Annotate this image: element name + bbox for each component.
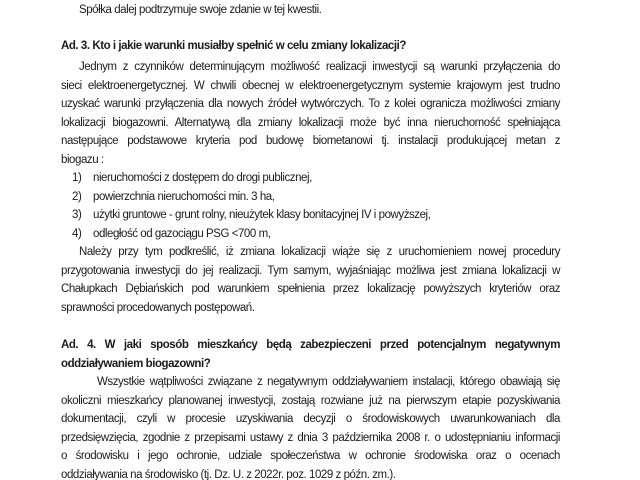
section-heading-ad3: Ad. 3. Kto i jakie warunki musiałby spełnić w celu zmiany lokalizacji?: [61, 39, 406, 52]
paragraph-line: Wszystkie wątpliwości związane z negatywnym oddziaływaniem instalacji, którego obawiają się: [97, 376, 560, 388]
paragraph-line: Jednym z czynników determinującym możliwość realizacji inwestycji są warunki przyłączenia do: [79, 61, 560, 73]
heading-line: Ad. 4. W jaki sposób mieszkańcy będą zabezpieczeni przed potencjalnym negatywnym: [61, 339, 560, 351]
paragraph-line: przedsięwzięcia, zgodnie z przepisami ustawy z dnia 3 października 2008 r. o udostępnianiu informacji: [61, 431, 560, 444]
list-item-number: 1): [72, 172, 82, 184]
list-item-text: odległość od gazociągu PSG <700 m,: [93, 227, 271, 240]
paragraph-line: następujące podstawowe kryteria pod budowę biometanowi tj. instalacji produkującej metan z: [61, 135, 560, 147]
paragraph-line: przygotowania inwestycji do jej realizacji. Tym samym, wyjaśniając możliwa jest zmiana lokalizacji w: [61, 264, 560, 277]
paragraph-line: Należy przy tym podkreślić, iż zmiana lokalizacji wiąże się z uruchomieniem nowej procedury: [79, 246, 560, 258]
paragraph-line: sieci elektroenergetycznej. W chwili obecnej w elektroenergetycznym systemie krajowym jest trudno: [61, 79, 560, 92]
list-item: [61, 225, 560, 244]
list-item-number: 4): [72, 227, 82, 240]
heading-line: oddziaływaniem biogazowni?: [61, 357, 211, 370]
criteria-numbered-list: [61, 169, 560, 243]
paragraph-ad3-conditions: [61, 58, 560, 169]
paragraph-ad3-conclusion: [61, 243, 560, 317]
paragraph-line: sprawności procedowanych postępowań.: [61, 301, 255, 314]
list-item-text: powierzchnia nieruchomości min. 3 ha,: [93, 190, 275, 203]
paragraph-line: biogazu :: [61, 153, 104, 166]
paragraph-line: o środowisku i jego ochronie, udziale społeczeństwa w ochronie środowiska oraz o ocenach: [61, 450, 560, 462]
paragraph-line: dokumentacji, czyli w procesie uzyskiwania decyzji o środowiskowych uwarunkowaniach dla: [61, 413, 560, 425]
list-item: [61, 206, 560, 225]
list-item-text: nieruchomości z dostępem do drogi publicznej,: [93, 172, 312, 184]
paragraph-line: uzyskać warunki przyłączenia dla nowych źródeł wytwórczych. To z kolei ogranicza możliwości zmiany: [61, 98, 560, 110]
list-item-text: użytki gruntowe - grunt rolny, nieużytek klasy bonitacyjnej IV i powyższej,: [93, 209, 431, 221]
list-item-number: 2): [72, 190, 82, 203]
paragraph-line: lokalizacji biogazowni. Alternatywą dla zmiany lokalizacji może być inna nieruchomość spełniająca: [61, 116, 560, 129]
paragraph-line: okoliczni mieszkańcy planowanej inwestycji, zostają rozwiane już na pierwszym etapie pozyskiwania: [61, 394, 560, 407]
list-item-number: 3): [72, 209, 82, 221]
paragraph-line: Spółka dalej podtrzymuje swoje zdanie w tej kwestii.: [79, 4, 322, 16]
paragraph-line: Chałupkach Dębiańskich pod warunkiem spełnienia przez lokalizację powyższych kryteriów oraz: [61, 283, 560, 295]
section-heading-ad4: [61, 336, 560, 373]
paragraph-ad4-answer: [61, 373, 560, 480]
list-item: [61, 169, 560, 188]
paragraph-line: oddziaływania na środowisko (tj. Dz. U. z 2022r. poz. 1029 z późn. zm.).: [61, 468, 396, 480]
document-content: [61, 1, 560, 480]
list-item: [61, 188, 560, 207]
